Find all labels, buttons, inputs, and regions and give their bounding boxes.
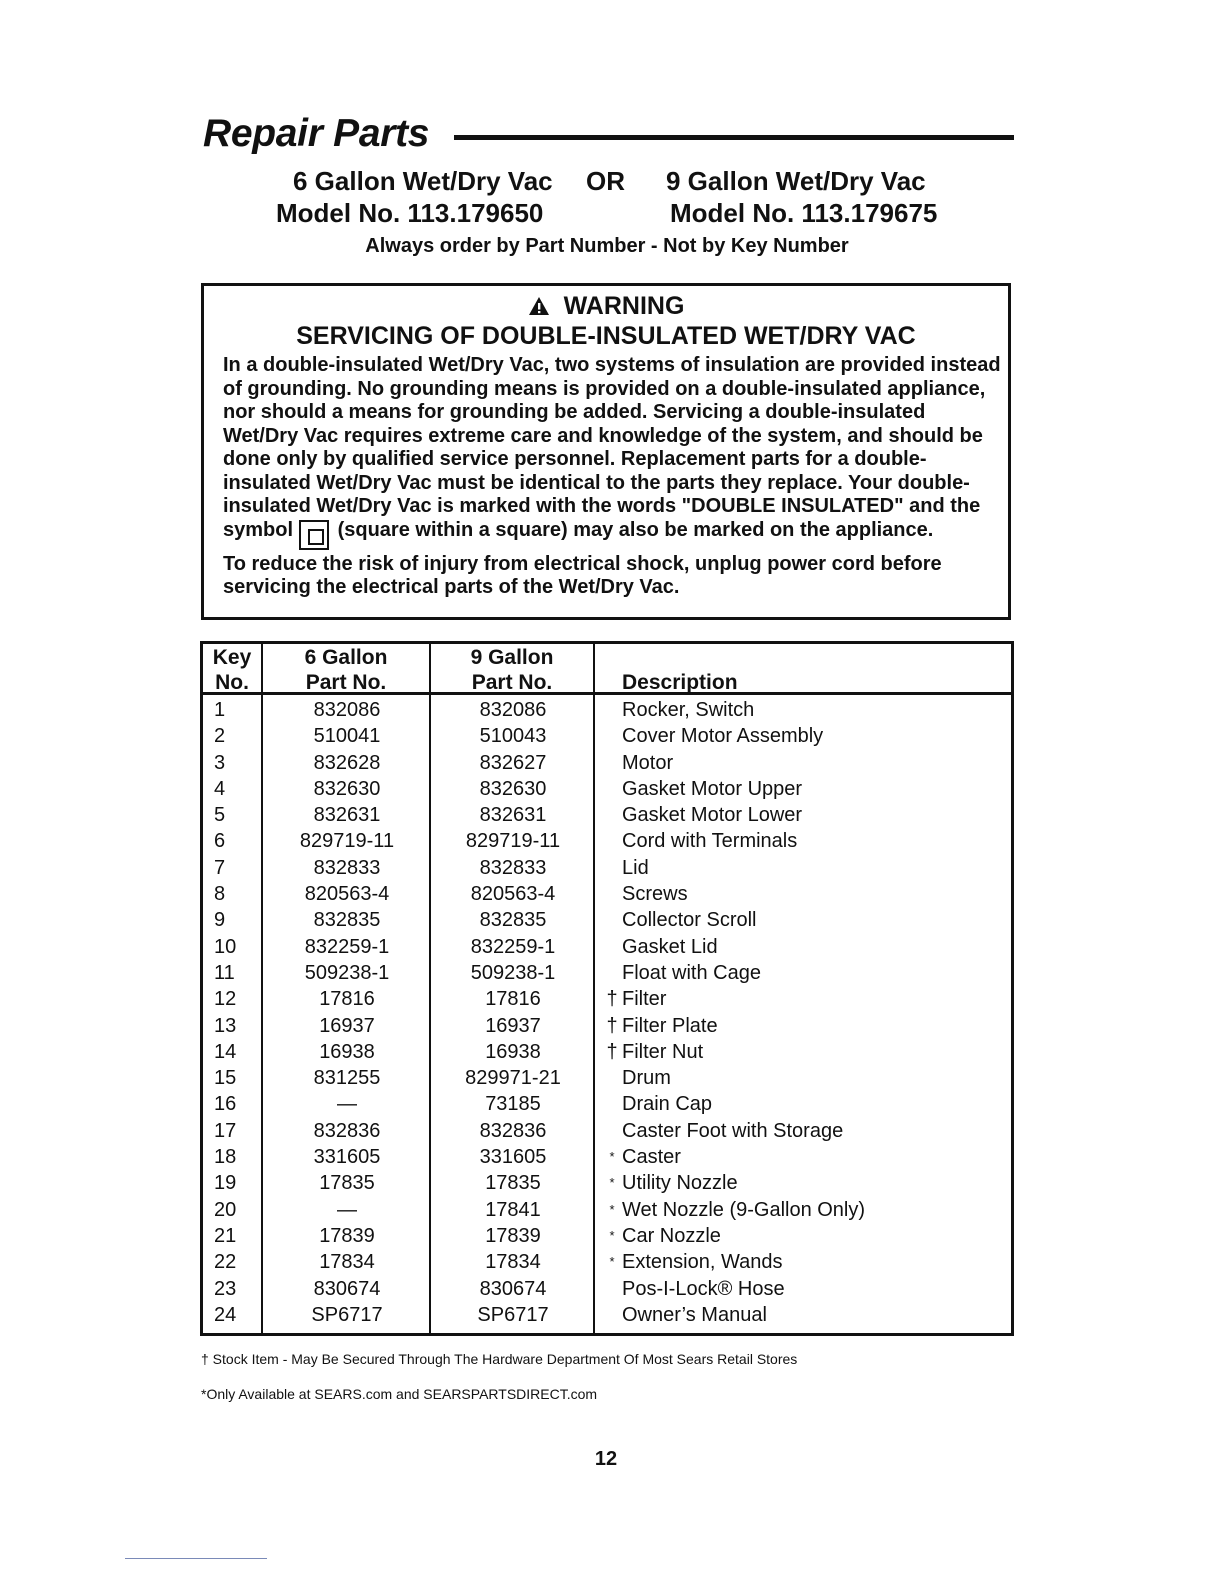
header-description: Description (622, 671, 738, 694)
cell-p6: — (337, 1093, 357, 1116)
table-row (203, 1013, 1011, 1039)
warning-subheading: SERVICING OF DOUBLE-INSULATED WET/DRY VAC (296, 322, 916, 350)
cell-desc: Pos-I-Lock® Hose (622, 1277, 785, 1300)
cell-p9: 832259-1 (470, 935, 556, 958)
table-row (203, 750, 1011, 776)
table-row (203, 960, 1011, 986)
table-row (203, 776, 1011, 802)
table-row (203, 986, 1011, 1012)
cell-desc: Owner’s Manual (622, 1303, 767, 1326)
header-key-line2: No. (215, 671, 249, 694)
cell-desc: Wet Nozzle (9-Gallon Only) (622, 1198, 866, 1221)
cell-p6: SP6717 (311, 1303, 383, 1326)
cell-p9: 17834 (485, 1251, 541, 1274)
warning-text-part1: In a double-insulated Wet/Dry Vac, two systems of insulation are provided instead of grounding. No grounding means is provided on a double-insulated appliance, nor should a means for grounding be added. Servicing a double-insulated Wet/Dry Vac requires extreme care and knowledge of the system, and should be done only by qualified service personnel. Replacement parts for a double-insulated Wet/Dry Vac must be identical to the parts they replace. Your double-insulated Wet/Dry Vac is marked with the words "DOUBLE INSULATED" and the symbol (223, 354, 1001, 541)
cell-key: 21 (214, 1224, 237, 1247)
cell-key: 8 (214, 883, 226, 906)
cell-desc: Filter Plate (622, 1014, 718, 1037)
cell-mark: * (609, 1175, 615, 1191)
warning-text-part2: (square within a square) may also be marked on the appliance. (337, 518, 934, 541)
cell-p9: 17839 (485, 1224, 541, 1247)
table-row (203, 881, 1011, 907)
cell-desc: Utility Nozzle (622, 1172, 738, 1195)
cell-p9: 17816 (485, 988, 541, 1011)
cell-p9: 832835 (479, 909, 547, 932)
cell-mark: † (606, 1040, 618, 1063)
header-9-gallon (431, 645, 593, 695)
cell-key: 19 (214, 1172, 237, 1195)
table-row (203, 1276, 1011, 1302)
cell-key: 18 (214, 1146, 237, 1169)
model-connector: OR (586, 166, 625, 196)
cell-mark: * (609, 1201, 615, 1217)
cell-desc: Filter (622, 988, 667, 1011)
cell-p6: 831255 (313, 1067, 381, 1090)
cell-p9: 830674 (479, 1277, 547, 1300)
cell-desc: Cover Motor Assembly (622, 725, 824, 748)
cell-p9: 510043 (479, 725, 547, 748)
cell-p6: 832835 (313, 909, 381, 932)
cell-p9: 832630 (479, 777, 547, 800)
cell-key: 2 (214, 725, 226, 748)
cell-p6: 832628 (313, 751, 381, 774)
cell-p9: 17835 (485, 1172, 541, 1195)
warning-body (223, 354, 1003, 600)
warning-paragraph-2: To reduce the risk of injury from electrical shock, unplug power cord before servicing the electrical parts of the Wet/Dry Vac. (223, 552, 942, 598)
cell-p9: 832627 (479, 751, 547, 774)
cell-desc: Filter Nut (622, 1040, 704, 1063)
cell-p6: 509238-1 (304, 961, 390, 984)
header-key (203, 645, 261, 695)
cell-p6: 829719-11 (299, 830, 395, 853)
cell-key: 6 (214, 830, 226, 853)
cell-key: 23 (214, 1277, 237, 1300)
cell-p6: 16938 (319, 1040, 375, 1063)
cell-p6: 832259-1 (304, 935, 390, 958)
cell-key: 10 (214, 935, 237, 958)
cell-desc: Gasket Motor Lower (622, 804, 803, 827)
title-rule (454, 135, 1014, 140)
table-row (203, 934, 1011, 960)
cell-desc: Gasket Lid (622, 935, 718, 958)
header-p6-line2: Part No. (305, 671, 387, 694)
cell-p9: 832833 (479, 856, 547, 879)
cell-p9: 16937 (485, 1014, 541, 1037)
cell-p6: 832833 (313, 856, 381, 879)
cell-p9: SP6717 (477, 1303, 549, 1326)
cell-desc: Float with Cage (622, 961, 761, 984)
table-row (203, 828, 1011, 854)
cell-p6: 832086 (313, 699, 381, 721)
double-insulated-symbol-icon (299, 520, 329, 550)
cell-key: 17 (214, 1119, 237, 1142)
header-p9-line2: Part No. (471, 671, 553, 694)
cell-key: 14 (214, 1040, 237, 1063)
cell-p6: 17835 (319, 1172, 375, 1195)
page-title: Repair Parts (203, 112, 430, 155)
model-a-name: 6 Gallon Wet/Dry Vac (293, 166, 553, 196)
cell-key: 13 (214, 1014, 237, 1037)
cell-p6: 17839 (319, 1224, 375, 1247)
table-row (203, 697, 1011, 723)
cell-desc: Car Nozzle (622, 1224, 721, 1247)
cell-mark: † (606, 1014, 618, 1037)
table-row (203, 855, 1011, 881)
table-row (203, 1091, 1011, 1117)
cell-p9: 73185 (485, 1093, 541, 1116)
table-row (203, 1302, 1011, 1328)
cell-p6: 820563-4 (304, 883, 390, 906)
table-row (203, 907, 1011, 933)
cell-desc: Drum (622, 1067, 671, 1090)
cell-p6: 510041 (313, 725, 381, 748)
cell-p9: 832836 (479, 1119, 547, 1142)
order-note: Always order by Part Number - Not by Key Number (365, 235, 849, 257)
page-number: 12 (594, 1448, 618, 1470)
warning-box (201, 283, 1011, 620)
cell-key: 4 (214, 777, 226, 800)
cell-p9: 331605 (479, 1146, 547, 1169)
cell-desc: Caster Foot with Storage (622, 1119, 844, 1142)
cell-desc: Rocker, Switch (622, 699, 755, 721)
cell-p6: 17816 (319, 988, 375, 1011)
parts-rows (203, 697, 1011, 1328)
cell-mark: * (609, 1227, 615, 1243)
cell-key: 15 (214, 1067, 237, 1090)
table-row (203, 1170, 1011, 1196)
cell-desc: Motor (622, 751, 674, 774)
cell-p9: 16938 (485, 1040, 541, 1063)
header-6-gallon (263, 645, 429, 695)
cell-key: 16 (214, 1093, 237, 1116)
cell-p9: 829719-11 (465, 830, 561, 853)
header-p6-line1: 6 Gallon (304, 646, 388, 669)
table-row (203, 1065, 1011, 1091)
cell-mark: † (606, 988, 618, 1011)
warning-paragraph-1 (223, 354, 1003, 550)
footnote-online: *Only Available at SEARS.com and SEARSPARTSDIRECT.com (201, 1386, 598, 1402)
header-p9-line1: 9 Gallon (470, 646, 554, 669)
cell-key: 7 (214, 856, 226, 879)
cell-p6: 17834 (319, 1251, 375, 1274)
table-row (203, 1223, 1011, 1249)
cell-key: 3 (214, 751, 226, 774)
bottom-rule (125, 1558, 267, 1559)
cell-desc: Caster (622, 1146, 681, 1169)
cell-p9: 832086 (479, 699, 547, 721)
parts-table (200, 641, 1014, 1336)
warning-triangle-icon (528, 296, 550, 316)
cell-p6: 16937 (319, 1014, 375, 1037)
cell-key: 11 (214, 961, 235, 984)
footnote-stock: † Stock Item - May Be Secured Through The Hardware Department Of Most Sears Retail Stores (201, 1351, 798, 1367)
cell-key: 9 (214, 909, 226, 932)
cell-p6: 830674 (313, 1277, 381, 1300)
cell-key: 24 (214, 1303, 237, 1326)
cell-key: 5 (214, 804, 226, 827)
cell-p6: 832836 (313, 1119, 381, 1142)
cell-desc: Screws (622, 883, 688, 906)
warning-heading-row (204, 292, 1008, 321)
model-b-number: Model No. 113.179675 (670, 198, 938, 228)
cell-p6: 331605 (313, 1146, 381, 1169)
cell-desc: Collector Scroll (622, 909, 757, 932)
table-row (203, 1144, 1011, 1170)
cell-p6: 832630 (313, 777, 381, 800)
table-row (203, 1249, 1011, 1275)
table-row (203, 723, 1011, 749)
table-row (203, 1118, 1011, 1144)
table-row (203, 1197, 1011, 1223)
cell-p9: 17841 (485, 1198, 541, 1221)
warning-heading: WARNING (563, 292, 685, 320)
cell-desc: Gasket Motor Upper (622, 777, 803, 800)
cell-key: 12 (214, 988, 237, 1011)
cell-desc: Drain Cap (622, 1093, 713, 1116)
cell-p9: 509238-1 (470, 961, 556, 984)
cell-p9: 820563-4 (470, 883, 556, 906)
cell-desc: Extension, Wands (622, 1251, 783, 1274)
model-b-name: 9 Gallon Wet/Dry Vac (666, 166, 926, 196)
cell-mark: * (609, 1149, 615, 1165)
table-row (203, 1039, 1011, 1065)
cell-p6: 832631 (313, 804, 381, 827)
model-a-number: Model No. 113.179650 (276, 198, 544, 228)
cell-desc: Cord with Terminals (622, 830, 798, 853)
cell-key: 20 (214, 1198, 237, 1221)
header-key-line1: Key (212, 646, 252, 669)
cell-p9: 829971-21 (465, 1067, 561, 1090)
table-row (203, 802, 1011, 828)
cell-p9: 832631 (479, 804, 547, 827)
cell-desc: Lid (622, 856, 649, 879)
cell-key: 1 (214, 699, 226, 721)
cell-key: 22 (214, 1251, 237, 1274)
cell-mark: * (609, 1254, 615, 1270)
cell-p6: — (337, 1198, 357, 1221)
